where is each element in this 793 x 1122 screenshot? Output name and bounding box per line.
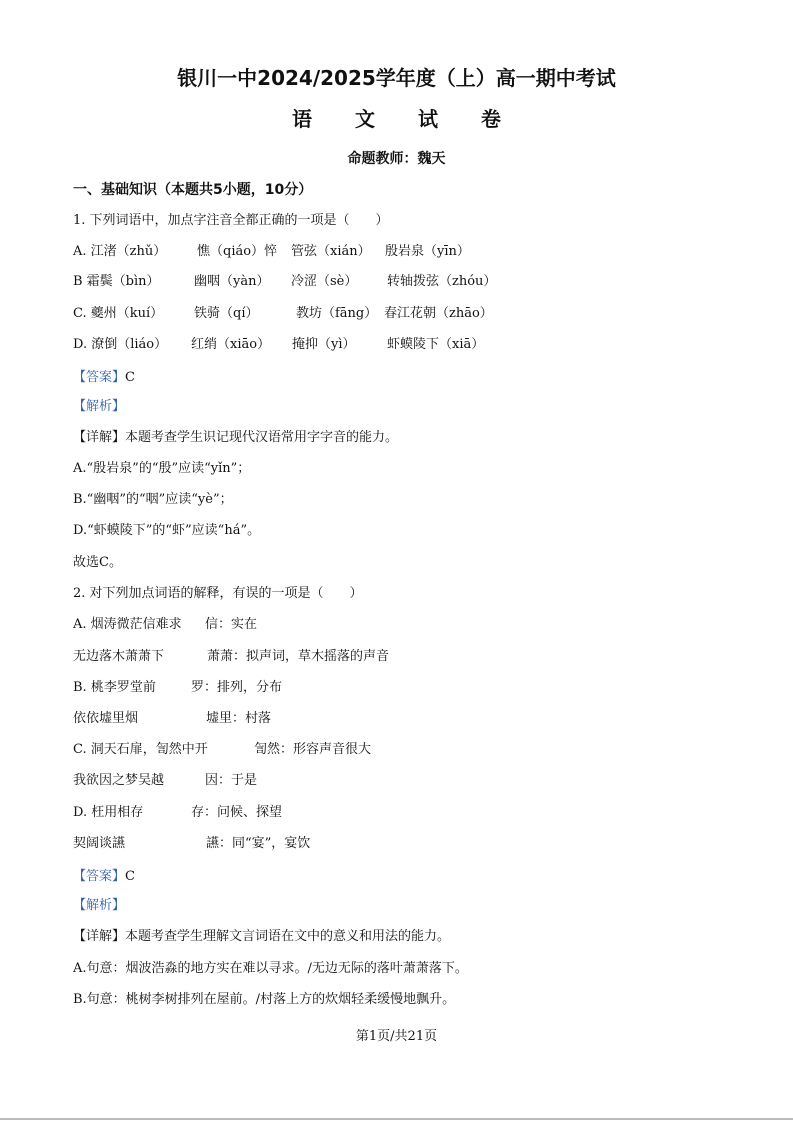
- answer-tag: 【答案】: [73, 869, 126, 884]
- detail-text: 本题考查学生识记现代汉语常用字字音的能力。: [125, 430, 399, 445]
- option-item: 虾蟆陵下（xiā）: [387, 337, 485, 352]
- option-gloss: 罗：排列，分布: [191, 680, 283, 695]
- section-heading: 一、基础知识（本题共5小题，10分）: [73, 182, 313, 198]
- option-item: A. 江渚（zhǔ）: [73, 244, 167, 259]
- option-item: B 霜鬓（bìn）: [73, 274, 160, 289]
- q1-analysis-tag: 【解析】: [73, 399, 126, 414]
- option-item: 幽咽（yàn）: [194, 274, 270, 289]
- q1-note: D.“虾蟆陵下”的“虾”应读“há”。: [73, 523, 261, 538]
- q1-note: 故选C。: [73, 555, 122, 570]
- option-item: 春江花朝（zhāo）: [384, 306, 493, 321]
- detail-text: 本题考查学生理解文言词语在文中的意义和用法的能力。: [125, 929, 451, 944]
- option-item: 冷涩（sè）: [291, 274, 358, 289]
- option-phrase: C. 洞天石扉，訇然中开: [73, 742, 208, 757]
- option-gloss: 訇然：形容声音很大: [254, 742, 372, 757]
- option-phrase: D. 枉用相存: [73, 805, 144, 820]
- option-item: 殷岩泉（yīn）: [385, 244, 470, 259]
- answer-value: C: [125, 869, 135, 884]
- q2-detail: [73, 928, 450, 946]
- option-item: 红绡（xiāo）: [191, 337, 271, 352]
- option-item: 转轴拨弦（zhóu）: [387, 274, 497, 289]
- option-gloss: 墟里：村落: [206, 711, 272, 726]
- option-item: 教坊（fāng）: [296, 306, 378, 321]
- option-gloss: 信：实在: [205, 617, 258, 632]
- option-gloss: 因：于是: [205, 773, 258, 788]
- option-gloss: 讌：同“宴”，宴饮: [206, 836, 311, 851]
- q1-detail: [73, 429, 398, 447]
- option-phrase: 契阔谈讌: [73, 836, 126, 851]
- option-item: 铁骑（qí）: [194, 306, 259, 321]
- option-phrase: 我欲因之梦吴越: [73, 773, 165, 788]
- answer-tag: 【答案】: [73, 370, 126, 385]
- bottom-divider: [0, 1118, 793, 1120]
- option-phrase: B. 桃李罗堂前: [73, 680, 156, 695]
- page-number: 第1页/共21页: [355, 1029, 438, 1044]
- q2-note: B.句意：桃树李树排列在屋前。/村落上方的炊烟轻柔缓慢地飘升。: [73, 992, 456, 1007]
- q1-note: B.“幽咽”的“咽”应读“yè”；: [73, 492, 233, 507]
- option-item: C. 夔州（kuí）: [73, 306, 164, 321]
- q2-analysis-tag: 【解析】: [73, 898, 126, 913]
- option-phrase: A. 烟涛微茫信难求: [73, 617, 182, 632]
- detail-tag: 【详解】: [73, 430, 126, 445]
- detail-tag: 【详解】: [73, 929, 126, 944]
- option-item: 管弦（xián）: [291, 244, 371, 259]
- option-phrase: 依依墟里烟: [73, 711, 139, 726]
- exam-subtitle: 语 文 试 卷: [292, 107, 519, 131]
- option-gloss: 萧萧：拟声词，草木摇落的声音: [207, 649, 390, 664]
- q1-answer: [73, 369, 135, 387]
- teacher-credit: 命题教师：魏天: [347, 151, 446, 167]
- option-item: 憔（qiáo）悴: [197, 244, 278, 259]
- q2-answer: [73, 868, 135, 886]
- q2-note: A.句意：烟波浩淼的地方实在难以寻求。/无边无际的落叶萧萧落下。: [73, 961, 468, 976]
- q2-stem: 2. 对下列加点词语的解释，有误的一项是（ ）: [73, 586, 363, 601]
- q1-stem: 1. 下列词语中，加点字注音全都正确的一项是（ ）: [73, 213, 389, 228]
- option-item: D. 潦倒（liáo）: [73, 337, 168, 352]
- q1-note: A.“殷岩泉”的“殷”应读“yǐn”；: [73, 461, 251, 476]
- option-phrase: 无边落木萧萧下: [73, 649, 165, 664]
- option-item: 掩抑（yì）: [292, 337, 356, 352]
- answer-value: C: [125, 370, 135, 385]
- option-gloss: 存：问候、探望: [191, 805, 283, 820]
- exam-title: 银川一中2024/2025学年度（上）高一期中考试: [177, 66, 616, 90]
